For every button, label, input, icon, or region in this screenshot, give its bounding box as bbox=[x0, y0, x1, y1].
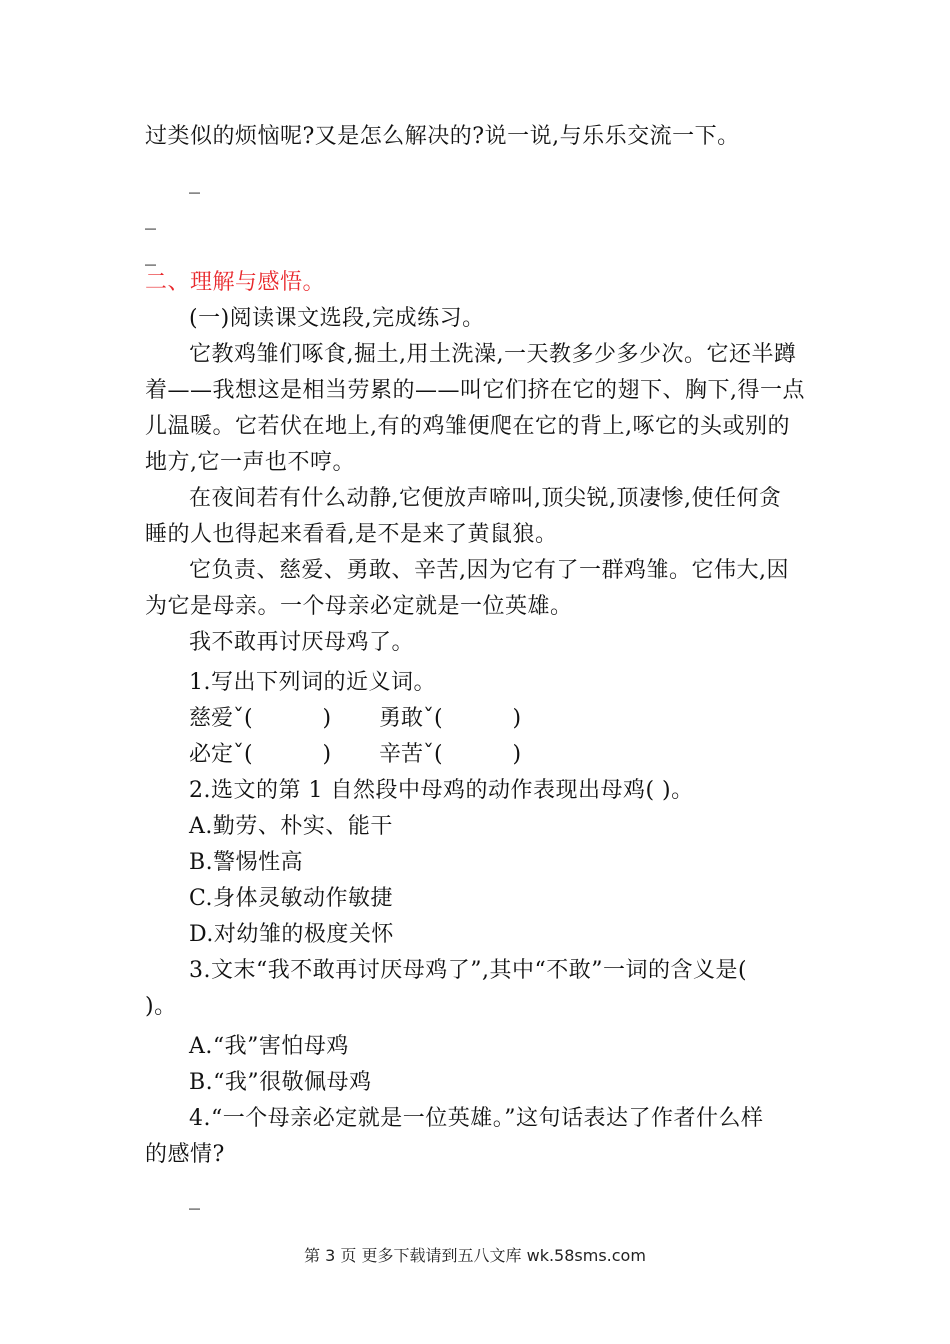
passage-line: 地方,它一声也不哼。 bbox=[145, 450, 355, 475]
question-2-option: A.勤劳、朴实、能干 bbox=[189, 814, 393, 839]
passage-line: 它负责、慈爱、勇敢、辛苦,因为它有了一群鸡雏。它伟大,因 bbox=[189, 558, 789, 583]
question-4-prompt-continued: 的感情? bbox=[145, 1142, 225, 1167]
question-4-prompt: 4.“一个母亲必定就是一位英雄。”这句话表达了作者什么样 bbox=[189, 1106, 764, 1131]
answer-blank: _ bbox=[145, 241, 156, 266]
synonym-item: 慈爱ˇ( ) bbox=[189, 706, 332, 731]
question-3-prompt: 3.文末“我不敢再讨厌母鸡了”,其中“不敢”一词的含义是( bbox=[189, 958, 748, 983]
synonym-item: 辛苦ˇ( ) bbox=[379, 742, 522, 767]
passage-line: 它教鸡雏们啄食,掘土,用土洗澡,一天教多少多少次。它还半蹲 bbox=[189, 342, 797, 367]
intro-tail-text: 过类似的烦恼呢?又是怎么解决的?说一说,与乐乐交流一下。 bbox=[145, 124, 740, 149]
synonym-item: 必定ˇ( ) bbox=[189, 742, 332, 767]
answer-blank: _ bbox=[189, 169, 200, 194]
section-heading: 二、理解与感悟。 bbox=[145, 270, 326, 295]
question-3-prompt-continued: )。 bbox=[145, 994, 177, 1019]
question-2-option: C.身体灵敏动作敏捷 bbox=[189, 886, 394, 911]
passage-line: 儿温暖。它若伏在地上,有的鸡雏便爬在它的背上,啄它的头或别的 bbox=[145, 414, 790, 439]
answer-blank: _ bbox=[145, 205, 156, 230]
question-3-option: B.“我”很敬佩母鸡 bbox=[189, 1070, 372, 1095]
question-3-option: A.“我”害怕母鸡 bbox=[189, 1034, 349, 1059]
question-2-option: D.对幼雏的极度关怀 bbox=[189, 922, 394, 947]
synonym-item: 勇敢ˇ( ) bbox=[379, 706, 522, 731]
question-2-option: B.警惕性高 bbox=[189, 850, 304, 875]
passage-line: 睡的人也得起来看看,是不是来了黄鼠狼。 bbox=[145, 522, 558, 547]
question-2-prompt: 2.选文的第 1 自然段中母鸡的动作表现出母鸡( )。 bbox=[189, 778, 694, 803]
subsection-heading: (一)阅读课文选段,完成练习。 bbox=[189, 306, 485, 331]
passage-line: 在夜间若有什么动静,它便放声啼叫,顶尖锐,顶凄惨,使任何贪 bbox=[189, 486, 782, 511]
answer-blank: _ bbox=[189, 1185, 200, 1210]
passage-line: 着——我想这是相当劳累的——叫它们挤在它的翅下、胸下,得一点 bbox=[145, 378, 805, 403]
page-footer: 第 3 页 更多下载请到五八文库 wk.58sms.com bbox=[304, 1246, 646, 1265]
question-1-prompt: 1.写出下列词的近义词。 bbox=[189, 670, 436, 695]
passage-line: 为它是母亲。一个母亲必定就是一位英雄。 bbox=[145, 594, 573, 619]
passage-line: 我不敢再讨厌母鸡了。 bbox=[189, 630, 415, 655]
